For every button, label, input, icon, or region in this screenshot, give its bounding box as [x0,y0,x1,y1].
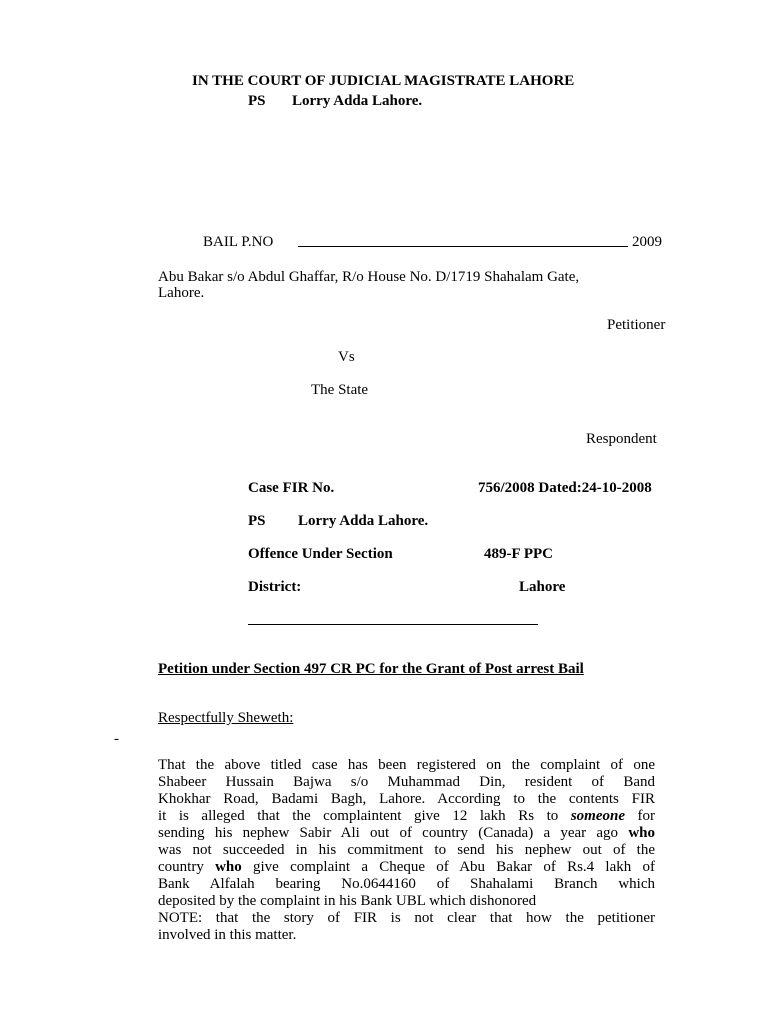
offence-label: Offence Under Section [248,546,393,562]
district-label: District: [248,579,302,595]
body-line-2: Shabeer Hussain Bajwa s/o Muhammad Din, resident of Band [158,774,655,790]
fir-value: 756/2008 Dated:24-10-2008 [478,480,652,496]
body-line-8: Bank Alfalah bearing No.0644160 of Shahalami Branch which [158,876,655,892]
body-line-6: was not succeeded in his commitment to send his nephew out of the [158,842,655,858]
body-line-4 [158,808,655,825]
case-ps-label: PS [248,513,266,529]
body-line-1: That the above titled case has been registered on the complaint of one [158,757,655,773]
bail-number-blank [298,246,628,247]
body-line-7-b: give complaint a Cheque of Abu Bakar of Rs.4 lakh of [253,859,656,875]
body-line-10: NOTE: that the story of FIR is not clear that how the petitioner [158,910,655,926]
heading-ps-label: PS [248,93,266,109]
versus: Vs [338,349,355,365]
respondent-name: The State [311,382,369,398]
margin-mark: - [114,731,119,747]
salutation: Respectfully Sheweth: [158,710,294,726]
body-line-3: Khokhar Road, Badami Bagh, Lahore. According to the contents FIR [158,791,655,807]
body-line-7 [158,859,655,876]
petitioner-line-1: Abu Bakar s/o Abdul Ghaffar, R/o House No. D/1719 Shahalam Gate, [158,269,580,285]
bail-label: BAIL P.NO [203,234,274,250]
offence-value: 489-F PPC [484,546,554,562]
heading-ps-value: Lorry Adda Lahore. [292,93,423,109]
bail-year: 2009 [632,234,662,250]
case-ps-value: Lorry Adda Lahore. [298,513,429,529]
court-heading: IN THE COURT OF JUDICIAL MAGISTRATE LAHORE [192,73,575,89]
body-paragraph [158,757,655,944]
body-line-11: involved in this matter. [158,927,297,943]
body-emphasis-someone: someone [570,808,625,824]
body-line-5-a: sending his nephew Sabir Ali out of country (Canada) a year ago [158,825,619,841]
petitioner-line-2: Lahore. [158,285,205,301]
body-emphasis-who-1: who [628,825,655,841]
body-line-4-a: it is alleged that the complaintent give 12 lakh Rs to [158,808,559,824]
respondent-role: Respondent [586,431,657,447]
case-details-divider [248,624,538,625]
fir-label: Case FIR No. [248,480,335,496]
body-line-9: deposited by the complaint in his Bank UBL which dishonored [158,893,537,909]
body-line-7-a: country [158,859,204,875]
district-value: Lahore [519,579,566,595]
body-emphasis-who-2: who [215,859,242,875]
petition-title: Petition under Section 497 CR PC for the Grant of Post arrest Bail [158,661,584,677]
body-line-5 [158,825,655,842]
petitioner-role: Petitioner [607,317,666,333]
body-line-4-b: for [637,808,656,824]
